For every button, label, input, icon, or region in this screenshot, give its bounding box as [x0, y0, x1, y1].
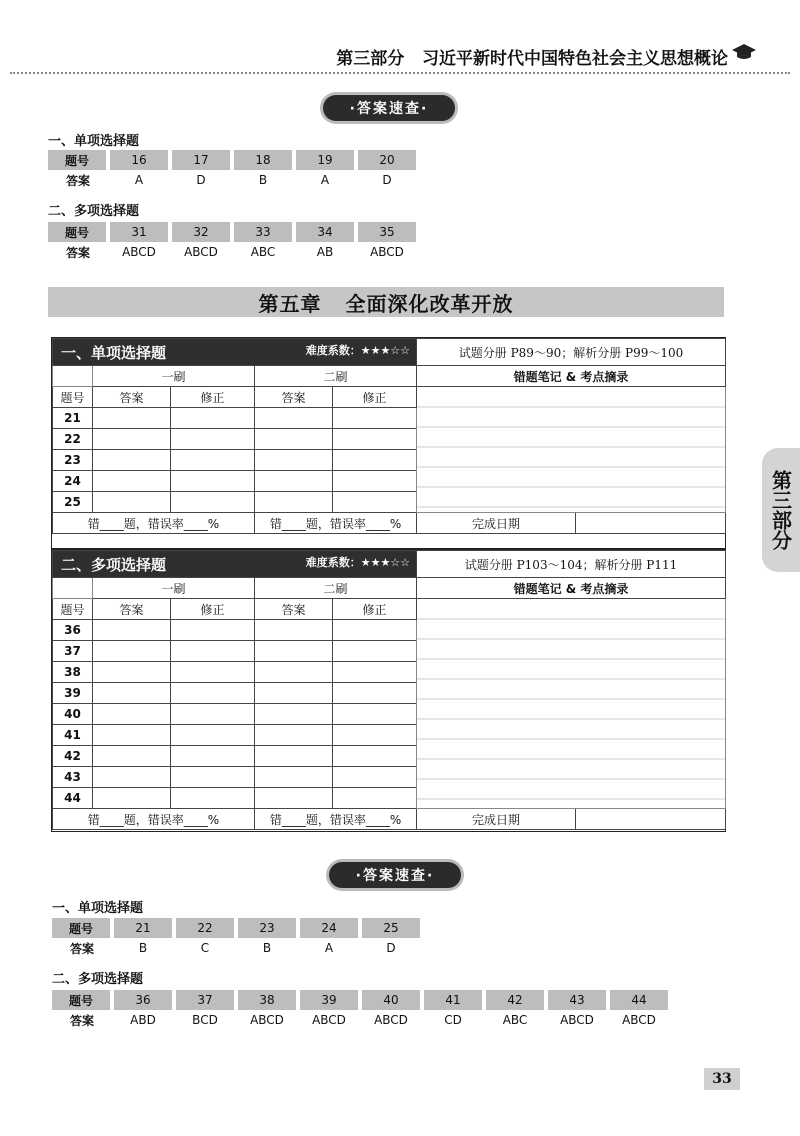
question-number-row	[48, 222, 418, 242]
completion-date-label: 完成日期	[417, 809, 576, 830]
question-number: 21	[53, 408, 93, 429]
answer-value: ABCD	[312, 1013, 346, 1027]
completion-date-label: 完成日期	[417, 513, 576, 534]
question-number: 42	[53, 746, 93, 767]
answer-cell[interactable]	[255, 641, 333, 662]
question-number: 18	[232, 150, 294, 170]
answer-table-single-bottom	[52, 918, 424, 958]
col-number: 题号	[53, 387, 93, 408]
col-answer: 答案	[93, 599, 171, 620]
answer-cell[interactable]	[171, 429, 255, 450]
question-number: 31	[108, 222, 170, 242]
col-answer: 答案	[255, 387, 333, 408]
answer-row	[48, 170, 418, 190]
section-title: 二、多项选择题	[61, 555, 167, 574]
completion-date-field[interactable]	[576, 809, 726, 830]
answer-cell[interactable]	[171, 662, 255, 683]
part-side-tab: 第三部分	[762, 448, 800, 572]
row-label: 题号	[48, 222, 108, 242]
answer-cell[interactable]	[255, 662, 333, 683]
blank-cell	[53, 366, 93, 387]
answer-cell[interactable]	[255, 471, 333, 492]
answer-cell[interactable]	[93, 450, 171, 471]
answer-cell[interactable]	[255, 788, 333, 809]
answer-cell[interactable]	[333, 746, 417, 767]
question-number: 43	[546, 990, 608, 1010]
chapter-title: 全面深化改革开放	[345, 291, 514, 316]
answer-value: D	[386, 941, 396, 955]
answer-value: AB	[316, 245, 334, 259]
question-number: 23	[53, 450, 93, 471]
page-reference: 试题分册 P103～104；解析分册 P111	[417, 551, 726, 578]
answer-value: ABCD	[250, 1013, 284, 1027]
question-number: 42	[484, 990, 546, 1010]
question-number-row	[48, 150, 418, 170]
chapter-number: 第五章	[258, 291, 322, 316]
row-label: 答案	[69, 941, 94, 956]
page-number: 33	[704, 1068, 740, 1090]
answer-cell[interactable]	[333, 641, 417, 662]
question-number: 38	[53, 662, 93, 683]
question-number: 22	[53, 429, 93, 450]
answer-cell[interactable]	[171, 450, 255, 471]
answer-cell[interactable]	[93, 704, 171, 725]
answer-value: ABCD	[184, 245, 218, 259]
answer-cell[interactable]	[171, 725, 255, 746]
section-title-bar	[53, 551, 417, 578]
question-number: 39	[298, 990, 360, 1010]
row-label: 答案	[69, 1013, 94, 1028]
row-label: 题号	[52, 990, 112, 1010]
question-number: 19	[294, 150, 356, 170]
answer-cell[interactable]	[171, 620, 255, 641]
answer-cell[interactable]	[255, 725, 333, 746]
question-number: 20	[356, 150, 418, 170]
answer-cell[interactable]	[171, 788, 255, 809]
multi-choice-label-bottom: 二、多项选择题	[52, 972, 144, 987]
round-two-label: 二刷	[255, 366, 417, 387]
notes-label: 错题笔记 & 考点摘录	[417, 578, 726, 599]
error-rate-round2: 错____题，错误率____%	[255, 809, 417, 830]
answer-value: ABD	[130, 1013, 156, 1027]
question-number: 24	[53, 471, 93, 492]
answer-cell[interactable]	[93, 620, 171, 641]
col-correction: 修正	[171, 387, 255, 408]
answer-value: D	[196, 173, 206, 187]
difficulty-rating: 难度系数：★★★☆☆	[305, 555, 411, 569]
answer-cell[interactable]	[93, 746, 171, 767]
question-number: 44	[608, 990, 670, 1010]
answer-row	[52, 1010, 670, 1030]
answer-cell[interactable]	[93, 725, 171, 746]
answer-value: A	[134, 173, 144, 187]
round-one-label: 一刷	[93, 366, 255, 387]
answer-cell[interactable]	[171, 767, 255, 788]
answer-value: B	[138, 941, 148, 955]
row-label: 题号	[52, 918, 112, 938]
question-number: 25	[53, 492, 93, 513]
question-number: 25	[360, 918, 422, 938]
answer-cell[interactable]	[333, 620, 417, 641]
answer-cell[interactable]	[93, 492, 171, 513]
header-divider	[10, 72, 790, 74]
answer-cell[interactable]	[171, 683, 255, 704]
answer-row	[52, 938, 422, 958]
answer-cell[interactable]	[171, 408, 255, 429]
notes-label: 错题笔记 & 考点摘录	[417, 366, 726, 387]
section-title: 一、单项选择题	[61, 343, 167, 362]
question-number: 43	[53, 767, 93, 788]
answer-value: CD	[444, 1013, 462, 1027]
answer-row	[48, 242, 418, 262]
answer-cell[interactable]	[93, 767, 171, 788]
question-number: 40	[53, 704, 93, 725]
notes-area[interactable]	[417, 387, 726, 513]
answer-cell[interactable]	[333, 408, 417, 429]
answer-table-single-top	[48, 150, 420, 190]
row-label: 答案	[65, 173, 90, 188]
multi-choice-label: 二、多项选择题	[48, 204, 140, 219]
header-title: 习近平新时代中国特色社会主义思想概论	[422, 49, 728, 69]
answer-cell[interactable]	[171, 641, 255, 662]
answer-cell[interactable]	[333, 662, 417, 683]
answer-cell[interactable]	[93, 662, 171, 683]
col-number: 题号	[53, 599, 93, 620]
answer-cell[interactable]	[255, 429, 333, 450]
question-number: 41	[53, 725, 93, 746]
header-part: 第三部分	[336, 49, 405, 69]
answer-value: ABCD	[370, 245, 404, 259]
question-number: 17	[170, 150, 232, 170]
answer-value: D	[382, 173, 392, 187]
answer-value: ABCD	[122, 245, 156, 259]
answer-cell[interactable]	[93, 683, 171, 704]
answer-cell[interactable]	[333, 725, 417, 746]
answer-cell[interactable]	[255, 746, 333, 767]
answer-cell[interactable]	[255, 408, 333, 429]
question-number: 40	[360, 990, 422, 1010]
answer-cell[interactable]	[255, 450, 333, 471]
question-number: 34	[294, 222, 356, 242]
col-answer: 答案	[255, 599, 333, 620]
question-number: 33	[232, 222, 294, 242]
question-number: 24	[298, 918, 360, 938]
col-answer: 答案	[93, 387, 171, 408]
answer-value: ABCD	[374, 1013, 408, 1027]
answer-cell[interactable]	[255, 767, 333, 788]
answer-value: ABC	[250, 245, 276, 259]
row-label: 答案	[65, 245, 90, 260]
answer-cell[interactable]	[93, 641, 171, 662]
col-correction: 修正	[171, 599, 255, 620]
answer-cell[interactable]	[333, 683, 417, 704]
answer-value: ABCD	[622, 1013, 656, 1027]
quick-answers-badge: ·答案速查·	[323, 95, 455, 121]
answer-cell[interactable]	[333, 788, 417, 809]
blank-cell	[53, 578, 93, 599]
question-number-row	[52, 918, 422, 938]
section-single-worksheet	[51, 337, 726, 549]
answer-value: B	[258, 173, 268, 187]
question-number: 36	[53, 620, 93, 641]
error-rate-round1: 错____题，错误率____%	[53, 809, 255, 830]
single-choice-label-bottom: 一、单项选择题	[52, 901, 144, 916]
answer-cell[interactable]	[255, 492, 333, 513]
answer-cell[interactable]	[93, 429, 171, 450]
graduation-cap-icon	[732, 42, 756, 62]
page-reference: 试题分册 P89～90；解析分册 P99～100	[417, 339, 726, 366]
difficulty-rating: 难度系数：★★★☆☆	[305, 343, 411, 357]
answer-cell[interactable]	[333, 450, 417, 471]
error-rate-round2: 错____题，错误率____%	[255, 513, 417, 534]
answer-cell[interactable]	[333, 471, 417, 492]
question-number: 39	[53, 683, 93, 704]
question-number: 35	[356, 222, 418, 242]
answer-cell[interactable]	[171, 471, 255, 492]
section-title-bar	[53, 339, 417, 366]
answer-cell[interactable]	[333, 492, 417, 513]
answer-cell[interactable]	[255, 620, 333, 641]
answer-cell[interactable]	[93, 788, 171, 809]
answer-cell[interactable]	[333, 704, 417, 725]
notes-area[interactable]	[417, 599, 726, 809]
answer-cell[interactable]	[171, 492, 255, 513]
answer-value: ABCD	[560, 1013, 594, 1027]
question-number: 21	[112, 918, 174, 938]
answer-cell[interactable]	[333, 767, 417, 788]
answer-value: ABC	[502, 1013, 528, 1027]
question-number: 41	[422, 990, 484, 1010]
answer-cell[interactable]	[171, 704, 255, 725]
quick-answers-badge-bottom: ·答案速查·	[329, 862, 461, 888]
answer-table-multi-bottom	[52, 990, 672, 1030]
answer-cell[interactable]	[93, 471, 171, 492]
single-choice-label: 一、单项选择题	[48, 134, 140, 149]
round-one-label: 一刷	[93, 578, 255, 599]
row-label: 题号	[48, 150, 108, 170]
round-two-label: 二刷	[255, 578, 417, 599]
answer-value: A	[320, 173, 330, 187]
error-rate-round1: 错____题，错误率____%	[53, 513, 255, 534]
question-number: 16	[108, 150, 170, 170]
running-header	[336, 44, 728, 69]
answer-cell[interactable]	[171, 746, 255, 767]
completion-date-field[interactable]	[576, 513, 726, 534]
answer-table-multi-top	[48, 222, 420, 262]
question-number: 32	[170, 222, 232, 242]
chapter-heading	[48, 287, 724, 317]
question-number-row	[52, 990, 670, 1010]
section-multi-worksheet	[51, 549, 726, 832]
answer-cell[interactable]	[93, 408, 171, 429]
answer-value: C	[200, 941, 210, 955]
question-number: 37	[174, 990, 236, 1010]
answer-value: A	[324, 941, 334, 955]
question-number: 38	[236, 990, 298, 1010]
question-number: 44	[53, 788, 93, 809]
answer-cell[interactable]	[255, 704, 333, 725]
answer-value: B	[262, 941, 272, 955]
answer-value: BCD	[192, 1013, 218, 1027]
question-number: 23	[236, 918, 298, 938]
col-correction: 修正	[333, 599, 417, 620]
question-number: 22	[174, 918, 236, 938]
col-correction: 修正	[333, 387, 417, 408]
question-number: 36	[112, 990, 174, 1010]
answer-cell[interactable]	[255, 683, 333, 704]
answer-cell[interactable]	[333, 429, 417, 450]
question-number: 37	[53, 641, 93, 662]
